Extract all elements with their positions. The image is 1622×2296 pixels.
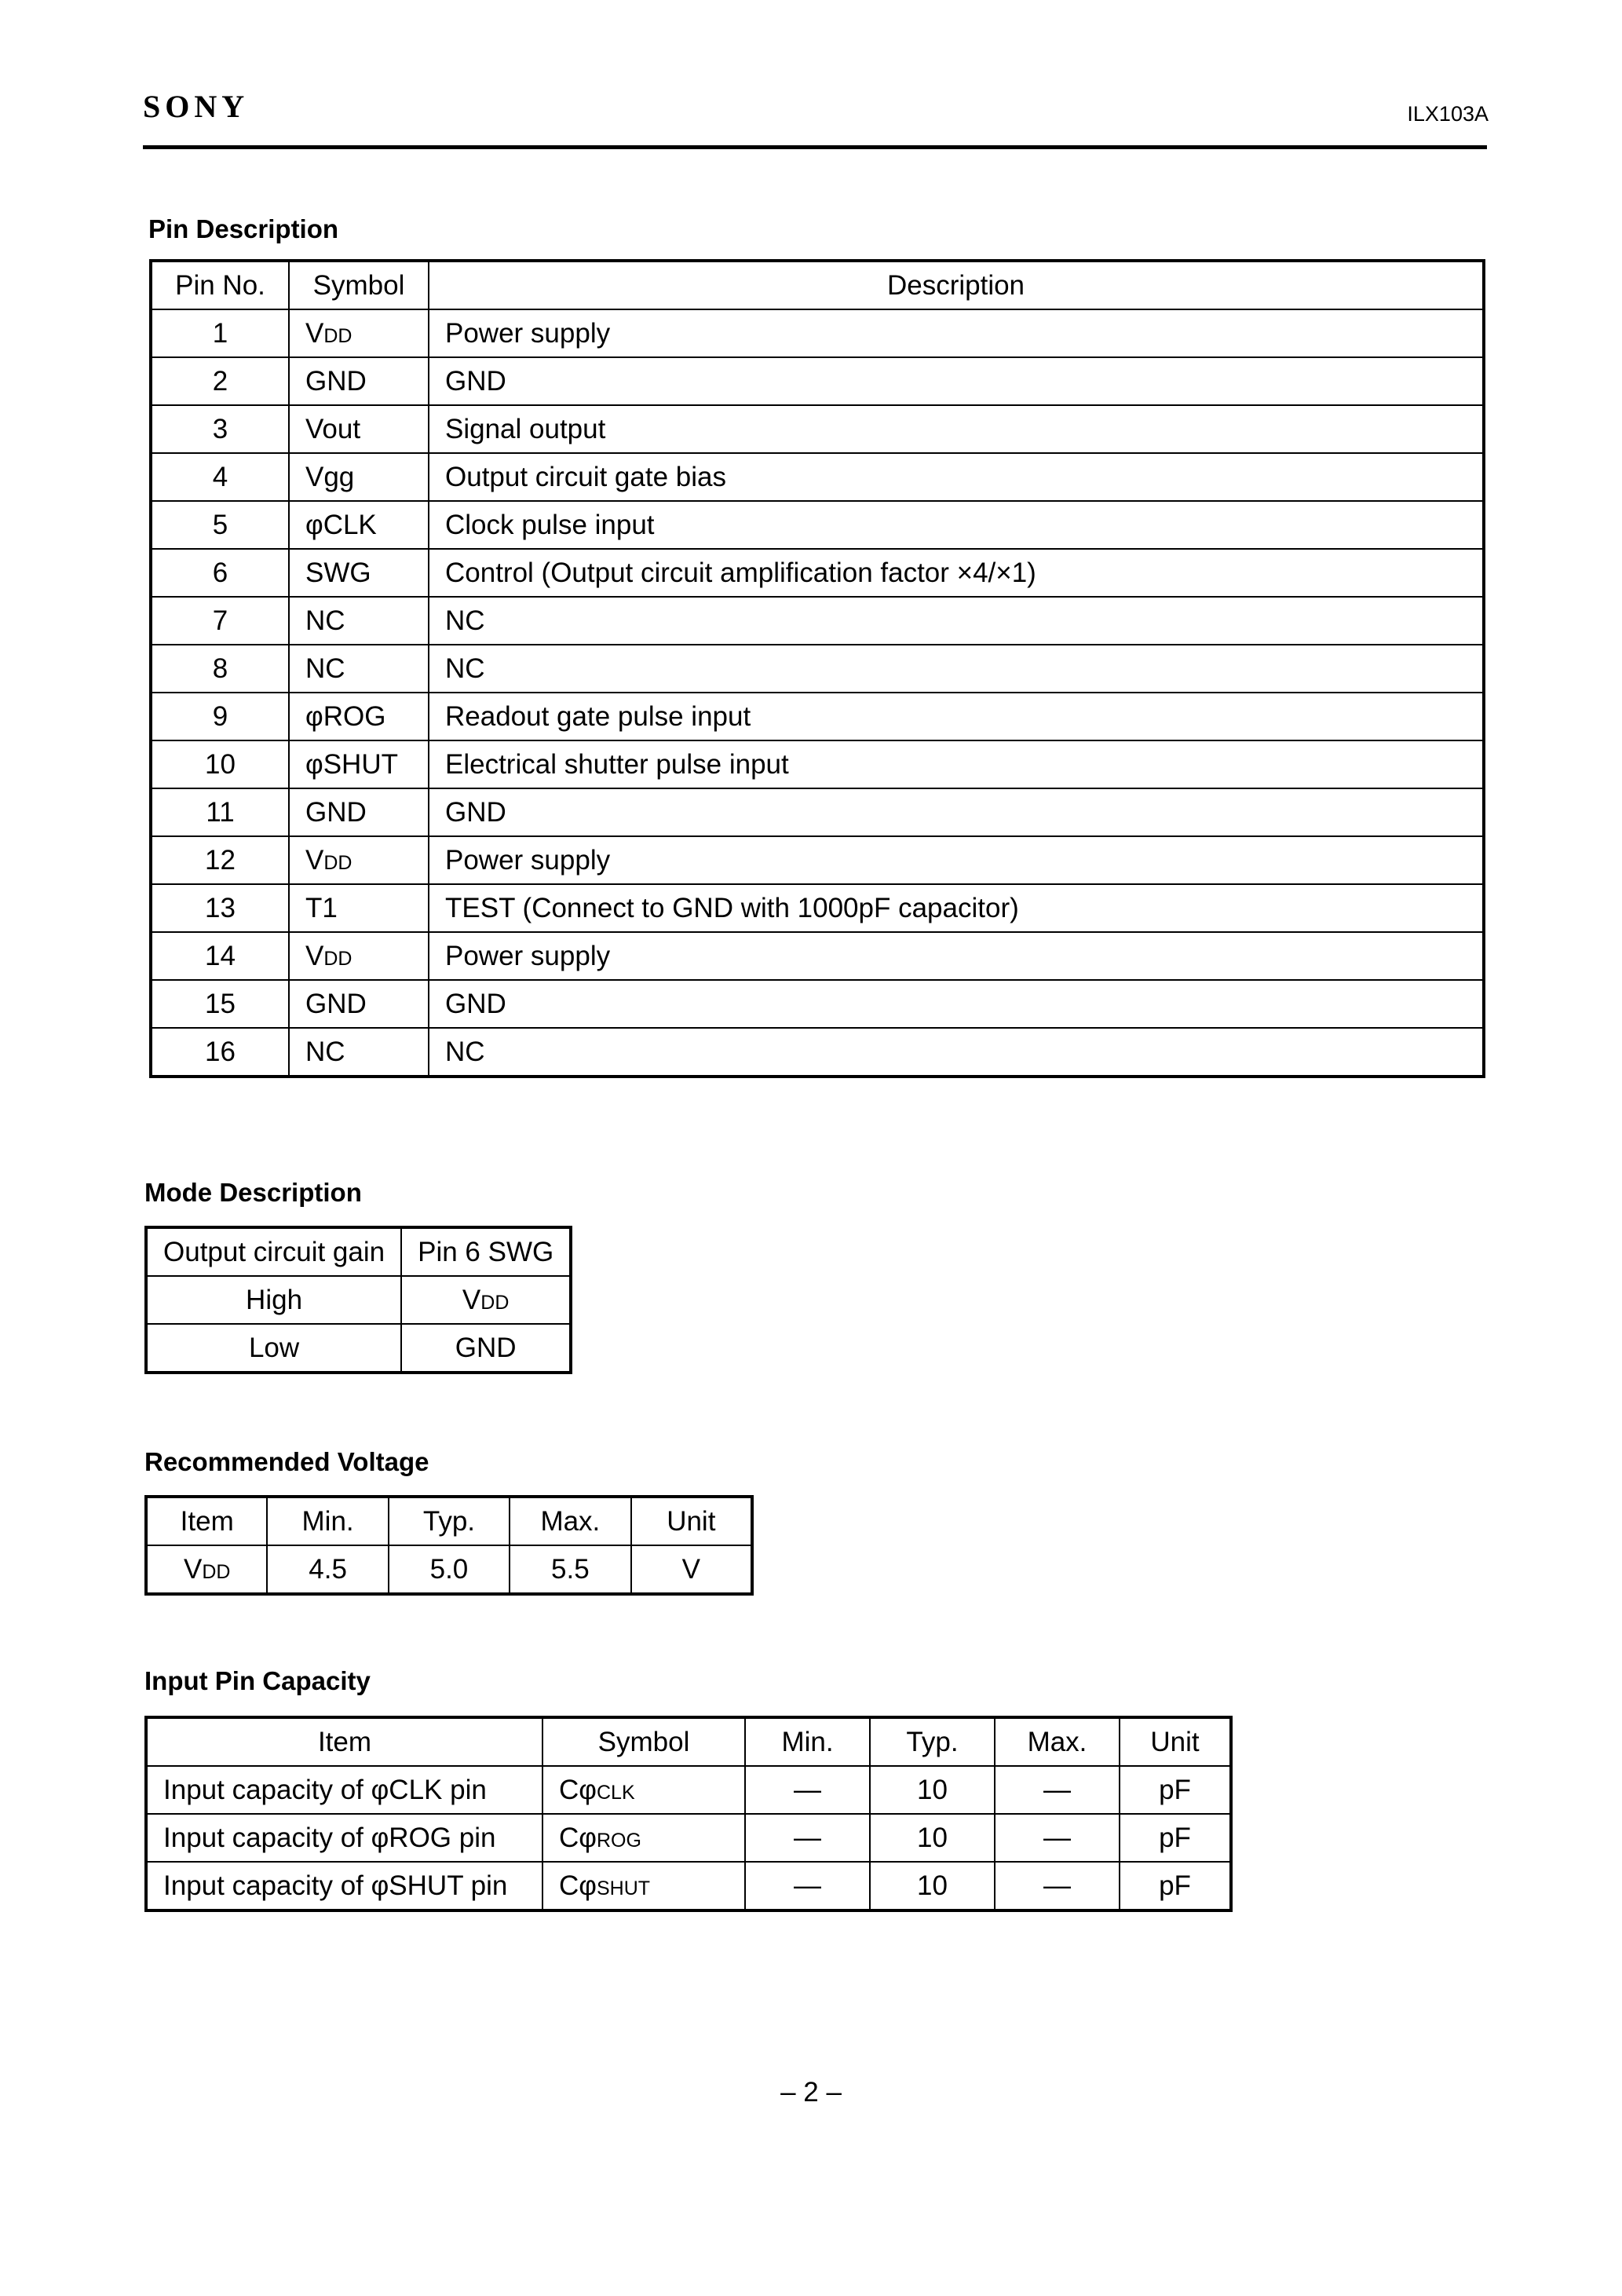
capacity-typ: 10 xyxy=(870,1862,995,1910)
column-header-unit: Unit xyxy=(631,1497,752,1545)
pin-symbol: GND xyxy=(289,980,429,1028)
column-header-item: Item xyxy=(146,1717,542,1766)
pin-description: TEST (Connect to GND with 1000pF capacitor) xyxy=(429,884,1484,932)
header-rule xyxy=(143,145,1487,149)
capacity-typ: 10 xyxy=(870,1766,995,1814)
table-header-row xyxy=(151,261,1484,309)
sony-logo: SONY xyxy=(143,89,250,124)
table-row xyxy=(151,645,1484,693)
table-header-row xyxy=(146,1227,571,1276)
pin-number: 8 xyxy=(151,645,289,693)
column-header-typ: Typ. xyxy=(870,1717,995,1766)
table-row xyxy=(151,357,1484,405)
mode-description-title: Mode Description xyxy=(144,1178,362,1207)
table-row xyxy=(151,932,1484,980)
table-header-row xyxy=(146,1497,752,1545)
pin-description: Power supply xyxy=(429,836,1484,884)
pin-description: Power supply xyxy=(429,309,1484,357)
voltage-typ: 5.0 xyxy=(389,1545,510,1594)
table-row xyxy=(146,1814,1231,1862)
capacity-max: — xyxy=(995,1814,1120,1862)
pin-number: 12 xyxy=(151,836,289,884)
voltage-max: 5.5 xyxy=(510,1545,631,1594)
column-header-min: Min. xyxy=(745,1717,870,1766)
pin-description: Control (Output circuit amplification factor ×4/×1) xyxy=(429,549,1484,597)
pin-symbol: φSHUT xyxy=(289,740,429,788)
page-number: – 2 – xyxy=(780,2077,842,2108)
gain-value: High xyxy=(146,1276,401,1324)
pin-number: 14 xyxy=(151,932,289,980)
pin-description: Clock pulse input xyxy=(429,501,1484,549)
pin-number: 16 xyxy=(151,1028,289,1077)
pin-number: 5 xyxy=(151,501,289,549)
swg-value: GND xyxy=(401,1324,571,1373)
pin-description-title: Pin Description xyxy=(148,214,339,243)
capacity-unit: pF xyxy=(1120,1766,1231,1814)
pin-symbol: Vgg xyxy=(289,453,429,501)
column-header-min: Min. xyxy=(267,1497,388,1545)
pin-symbol: VDD xyxy=(289,309,429,357)
pin-number: 15 xyxy=(151,980,289,1028)
table-row xyxy=(151,309,1484,357)
pin-number: 11 xyxy=(151,788,289,836)
input-pin-capacity-title: Input Pin Capacity xyxy=(144,1666,371,1695)
pin-number: 6 xyxy=(151,549,289,597)
pin-description: Signal output xyxy=(429,405,1484,453)
pin-symbol: VDD xyxy=(289,836,429,884)
pin-number: 4 xyxy=(151,453,289,501)
capacity-max: — xyxy=(995,1862,1120,1910)
capacity-typ: 10 xyxy=(870,1814,995,1862)
pin-symbol: T1 xyxy=(289,884,429,932)
pin-description: NC xyxy=(429,597,1484,645)
pin-symbol: Vout xyxy=(289,405,429,453)
pin-description: Output circuit gate bias xyxy=(429,453,1484,501)
pin-number: 9 xyxy=(151,693,289,740)
column-header-symbol: Symbol xyxy=(542,1717,745,1766)
table-row xyxy=(151,740,1484,788)
table-row xyxy=(146,1324,571,1373)
capacity-symbol: CφCLK xyxy=(542,1766,745,1814)
column-header-description: Description xyxy=(429,261,1484,309)
table-row xyxy=(151,549,1484,597)
column-header-unit: Unit xyxy=(1120,1717,1231,1766)
pin-symbol: VDD xyxy=(289,932,429,980)
column-header-pin6-swg: Pin 6 SWG xyxy=(401,1227,571,1276)
document-id: ILX103A xyxy=(1407,102,1489,126)
capacity-min: — xyxy=(745,1814,870,1862)
table-row xyxy=(151,836,1484,884)
pin-number: 7 xyxy=(151,597,289,645)
pin-symbol: NC xyxy=(289,1028,429,1077)
mode-description-table xyxy=(144,1226,572,1374)
swg-value: VDD xyxy=(401,1276,571,1324)
capacity-max: — xyxy=(995,1766,1120,1814)
voltage-min: 4.5 xyxy=(267,1545,388,1594)
table-header-row xyxy=(146,1717,1231,1766)
capacity-min: — xyxy=(745,1766,870,1814)
pin-number: 10 xyxy=(151,740,289,788)
table-row xyxy=(146,1545,752,1594)
pin-description: Electrical shutter pulse input xyxy=(429,740,1484,788)
pin-symbol: SWG xyxy=(289,549,429,597)
table-row xyxy=(151,453,1484,501)
pin-number: 3 xyxy=(151,405,289,453)
recommended-voltage-title: Recommended Voltage xyxy=(144,1447,429,1476)
pin-symbol: φROG xyxy=(289,693,429,740)
capacity-item: Input capacity of φCLK pin xyxy=(146,1766,542,1814)
pin-symbol: GND xyxy=(289,788,429,836)
pin-description: GND xyxy=(429,980,1484,1028)
column-header-output-gain: Output circuit gain xyxy=(146,1227,401,1276)
table-row xyxy=(151,693,1484,740)
pin-description: GND xyxy=(429,788,1484,836)
pin-number: 1 xyxy=(151,309,289,357)
pin-description: NC xyxy=(429,645,1484,693)
column-header-max: Max. xyxy=(510,1497,631,1545)
pin-description: Power supply xyxy=(429,932,1484,980)
table-row xyxy=(146,1276,571,1324)
column-header-item: Item xyxy=(146,1497,267,1545)
pin-number: 13 xyxy=(151,884,289,932)
pin-description-table xyxy=(149,259,1485,1078)
table-row xyxy=(151,1028,1484,1077)
pin-description: NC xyxy=(429,1028,1484,1077)
gain-value: Low xyxy=(146,1324,401,1373)
column-header-symbol: Symbol xyxy=(289,261,429,309)
capacity-item: Input capacity of φROG pin xyxy=(146,1814,542,1862)
pin-number: 2 xyxy=(151,357,289,405)
table-row xyxy=(151,501,1484,549)
capacity-unit: pF xyxy=(1120,1814,1231,1862)
voltage-unit: V xyxy=(631,1545,752,1594)
capacity-symbol: CφSHUT xyxy=(542,1862,745,1910)
capacity-unit: pF xyxy=(1120,1862,1231,1910)
table-row xyxy=(151,980,1484,1028)
capacity-item: Input capacity of φSHUT pin xyxy=(146,1862,542,1910)
pin-description: Readout gate pulse input xyxy=(429,693,1484,740)
column-header-typ: Typ. xyxy=(389,1497,510,1545)
column-header-max: Max. xyxy=(995,1717,1120,1766)
pin-symbol: GND xyxy=(289,357,429,405)
table-row xyxy=(151,788,1484,836)
capacity-min: — xyxy=(745,1862,870,1910)
capacity-symbol: CφROG xyxy=(542,1814,745,1862)
table-row xyxy=(146,1766,1231,1814)
table-row xyxy=(146,1862,1231,1910)
recommended-voltage-table xyxy=(144,1495,754,1596)
pin-description: GND xyxy=(429,357,1484,405)
input-pin-capacity-table xyxy=(144,1716,1233,1912)
pin-symbol: NC xyxy=(289,645,429,693)
voltage-item: VDD xyxy=(146,1545,267,1594)
table-row xyxy=(151,597,1484,645)
column-header-pin-no: Pin No. xyxy=(151,261,289,309)
pin-symbol: NC xyxy=(289,597,429,645)
pin-symbol: φCLK xyxy=(289,501,429,549)
table-row xyxy=(151,884,1484,932)
table-row xyxy=(151,405,1484,453)
